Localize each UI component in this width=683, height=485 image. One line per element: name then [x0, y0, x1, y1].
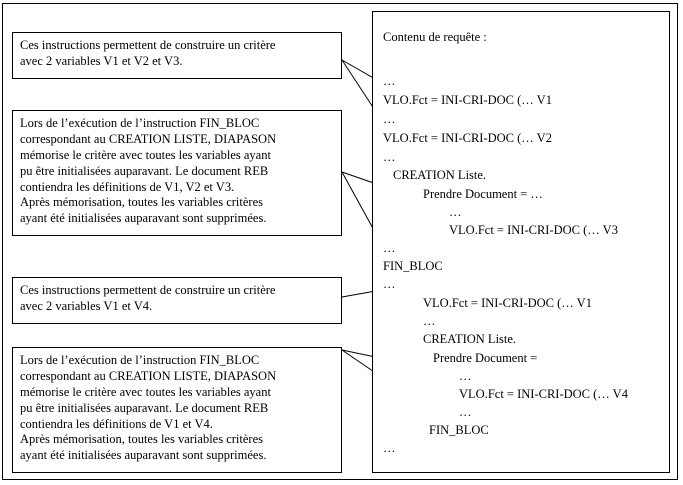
note-line: Après mémorisation, toutes les variables critères: [20, 195, 263, 210]
note-line: pu être initialisées auparavant. Le document REB: [20, 400, 269, 415]
note-line: correspondant au CREATION LISTE, DIAPASON: [20, 131, 277, 146]
code-line: …: [383, 241, 396, 255]
code-line: CREATION Liste.: [423, 332, 517, 346]
note-line: avec 2 variables V1 et V2 et V3.: [20, 53, 183, 68]
note-box-criteria-v1-v2-v3: [12, 32, 342, 79]
code-line: CREATION Liste.: [393, 168, 487, 182]
code-line: …: [423, 314, 436, 328]
code-line: VLO.Fct = INI-CRI-DOC (… V2: [383, 131, 552, 145]
note-line: contiendra les définitions de V1 et V4.: [20, 416, 213, 431]
code-line: FIN_BLOC: [383, 259, 443, 273]
code-line: …: [459, 405, 472, 419]
panel-title: Contenu de requête :: [383, 30, 487, 44]
note-line: mémorise le critère avec toutes les variables ayant: [20, 384, 271, 399]
code-line: …: [383, 74, 396, 88]
note-line: ayant été initialisées auparavant sont supprimées.: [20, 448, 267, 463]
code-line: VLO.Fct = INI-CRI-DOC (… V1: [423, 296, 592, 310]
code-line: …: [383, 112, 396, 126]
note-box-criteria-v1-v4: [12, 277, 342, 324]
note-line: Lors de l’exécution de l’instruction FIN_BLOC: [20, 116, 260, 130]
note-line: contiendra les définitions de V1, V2 et V3.: [20, 179, 235, 194]
code-line: …: [449, 205, 462, 219]
note-line: Après mémorisation, toutes les variables critères: [20, 432, 263, 447]
note-line: avec 2 variables V1 et V4.: [20, 298, 153, 313]
code-line: VLO.Fct = INI-CRI-DOC (… V4: [459, 387, 628, 401]
note-line: Lors de l’exécution de l’instruction FIN_BLOC: [20, 353, 260, 367]
code-line: Prendre Document = …: [423, 187, 543, 201]
code-line: …: [383, 277, 396, 291]
request-content-panel: [372, 11, 670, 473]
code-line: VLO.Fct = INI-CRI-DOC (… V3: [449, 223, 618, 237]
note-line: ayant été initialisées auparavant sont supprimées.: [20, 211, 267, 226]
code-line: …: [459, 369, 472, 383]
note-line: correspondant au CREATION LISTE, DIAPASON: [20, 368, 277, 383]
note-line: Ces instructions permettent de construire un critère: [20, 38, 276, 52]
note-box-finbloc-explanation-2: [12, 347, 342, 473]
code-line: Prendre Document =: [433, 351, 538, 365]
note-line: Ces instructions permettent de construire un critère: [20, 283, 276, 297]
code-line: …: [383, 150, 396, 164]
code-line: FIN_BLOC: [429, 423, 489, 437]
code-line: …: [383, 441, 396, 455]
code-line: VLO.Fct = INI-CRI-DOC (… V1: [383, 93, 552, 107]
note-line: pu être initialisées auparavant. Le document REB: [20, 163, 269, 178]
note-box-finbloc-explanation-1: [12, 110, 342, 236]
note-line: mémorise le critère avec toutes les variables ayant: [20, 147, 271, 162]
